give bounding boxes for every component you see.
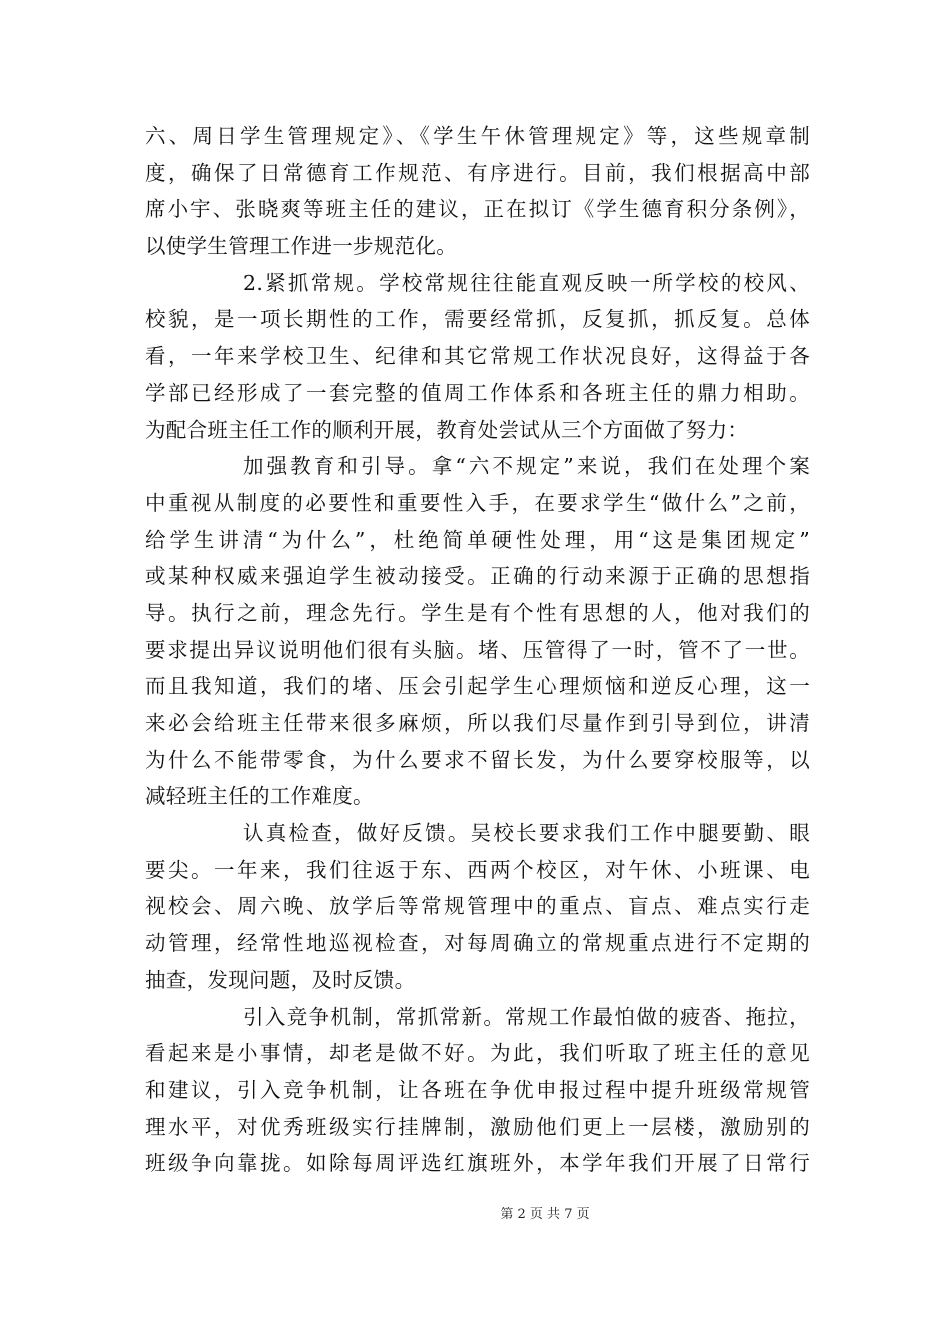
text-line: 减轻班主任的工作难度。 xyxy=(145,784,374,809)
text-line: 要尖。一年来，我们往返于东、西两个校区，对午休、小班课、电 xyxy=(145,857,810,882)
text-line: 班级争向靠拢。如除每周评选红旗班外，本学年我们开展了日常行 xyxy=(145,1151,810,1176)
text-line: 看，一年来学校卫生、纪律和其它常规工作状况良好，这得益于各 xyxy=(145,344,810,369)
paragraph-start-line: 加强教育和引导。拿“六不规定”来说，我们在处理个案 xyxy=(243,454,810,479)
text-line: 和建议，引入竞争机制，让各班在争优申报过程中提升班级常规管 xyxy=(145,1077,810,1102)
text-line: 或某种权威来强迫学生被动接受。正确的行动来源于正确的思想指 xyxy=(145,564,810,589)
body-text xyxy=(145,118,810,1182)
text-line: 给学生讲清“为什么”，杜绝简单硬性处理，用“这是集团规定” xyxy=(145,527,810,552)
text-line: 以使学生管理工作进一步规范化。 xyxy=(145,234,457,259)
text-line: 校貌，是一项长期性的工作，需要经常抓，反复抓，抓反复。总体 xyxy=(145,307,810,332)
text-line: 视校会、周六晚、放学后等常规管理中的重点、盲点、难点实行走 xyxy=(145,894,810,919)
text-line: 看起来是小事情，却老是做不好。为此，我们听取了班主任的意见 xyxy=(145,1041,810,1066)
text-line: 而且我知道，我们的堵、压会引起学生心理烦恼和逆反心理，这一 xyxy=(145,674,810,699)
text-line: 导。执行之前，理念先行。学生是有个性有思想的人，他对我们的 xyxy=(145,600,810,625)
text-line: 抽查，发现问题，及时反馈。 xyxy=(145,967,416,992)
text-line: 六、周日学生管理规定》、《学生午休管理规定》等，这些规章制 xyxy=(145,124,810,148)
paragraph-start-line: 2.紧抓常规。学校常规往往能直观反映一所学校的校风、 xyxy=(243,270,810,295)
text-line: 为什么不能带零食，为什么要求不留长发，为什么要穿校服等，以 xyxy=(145,747,810,772)
text-line: 为配合班主任工作的顺利开展，教育处尝试从三个方面做了努力： xyxy=(145,417,749,442)
text-line: 要求提出异议说明他们很有头脑。堵、压管得了一时，管不了一世。 xyxy=(145,637,810,662)
text-line: 席小宇、张晓爽等班主任的建议，正在拟订《学生德育积分条例》， xyxy=(145,197,810,222)
text-line: 理水平，对优秀班级实行挂牌制，激励他们更上一层楼，激励别的 xyxy=(145,1114,810,1139)
paragraph-start-line: 认真检查，做好反馈。吴校长要求我们工作中腿要勤、眼 xyxy=(243,821,810,846)
text-line: 动管理，经常性地巡视检查，对每周确立的常规重点进行不定期的 xyxy=(145,931,810,956)
text-line: 来必会给班主任带来很多麻烦，所以我们尽量作到引导到位，讲清 xyxy=(145,711,810,735)
page-number: 第 2 页 共 7 页 xyxy=(500,1207,590,1222)
text-line: 学部已经形成了一套完整的值周工作体系和各班主任的鼎力相助。 xyxy=(145,380,810,405)
text-line: 中重视从制度的必要性和重要性入手，在要求学生“做什么”之前， xyxy=(145,490,810,515)
text-line: 度，确保了日常德育工作规范、有序进行。目前，我们根据高中部 xyxy=(145,160,810,185)
paragraph-start-line: 引入竞争机制，常抓常新。常规工作最怕做的疲沓、拖拉， xyxy=(243,1004,810,1029)
